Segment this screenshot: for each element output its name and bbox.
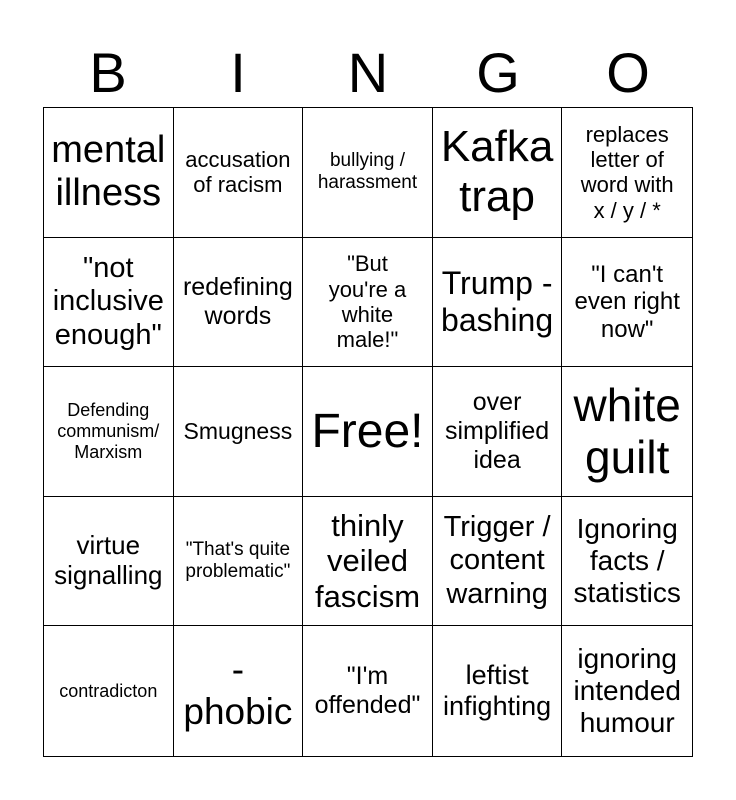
cell-text: ignoring intended humour [573, 642, 681, 739]
bingo-cell[interactable] [303, 108, 433, 238]
bingo-cell[interactable] [562, 108, 692, 238]
cell-text: thinly veiled fascism [314, 507, 421, 614]
bingo-cell[interactable] [44, 108, 174, 238]
bingo-cell[interactable] [174, 626, 304, 756]
cell-text: replaces letter of word with x / y / * [580, 121, 674, 223]
bingo-cell[interactable] [562, 626, 692, 756]
bingo-cell[interactable] [433, 238, 563, 368]
bingo-cell[interactable] [303, 626, 433, 756]
header-letter-n: N [347, 41, 389, 104]
cell-text: "But you're a white male!" [328, 251, 407, 353]
cell-text: mental illness [51, 128, 166, 215]
cell-text: "I can't even right now" [574, 260, 680, 343]
bingo-cell[interactable] [562, 238, 692, 368]
cell-text: Defending communism/ Marxism [57, 400, 160, 462]
cell-text: "That's quite problematic" [185, 539, 291, 583]
header-letter-o: O [606, 41, 650, 104]
cell-text: over simplified idea [444, 388, 550, 474]
cell-text: - phobic [183, 648, 293, 733]
bingo-cell[interactable] [433, 497, 563, 627]
cell-text: white guilt [573, 378, 681, 484]
cell-text: "I'm offended" [314, 662, 421, 720]
bingo-cell[interactable] [44, 238, 174, 368]
cell-text: redefining words [182, 273, 293, 330]
cell-text: virtue signalling [54, 530, 163, 591]
cell-text: Trigger / content warning [443, 511, 551, 610]
bingo-cell[interactable] [44, 497, 174, 627]
bingo-cell[interactable] [433, 367, 563, 497]
bingo-cell[interactable] [433, 626, 563, 756]
bingo-board [43, 107, 693, 757]
cell-text: "not inclusive enough" [52, 251, 164, 351]
bingo-cell[interactable] [174, 367, 304, 497]
cell-text: Kafka trap [440, 121, 554, 222]
cell-text: leftist infighting [443, 660, 552, 722]
cell-text: contradicton [59, 680, 158, 701]
bingo-cell[interactable] [562, 367, 692, 497]
cell-text: accusation of racism [185, 147, 291, 198]
free-space-text: Free! [311, 404, 424, 458]
bingo-cell[interactable] [174, 108, 304, 238]
header-letter-i: I [230, 41, 246, 104]
cell-text: Trump - bashing [441, 265, 554, 338]
bingo-cell[interactable] [44, 367, 174, 497]
header-letter-g: G [476, 41, 520, 104]
bingo-cell[interactable] [44, 626, 174, 756]
bingo-cell[interactable] [433, 108, 563, 238]
bingo-cell[interactable] [174, 497, 304, 627]
cell-text: Smugness [183, 418, 293, 445]
cell-text: Ignoring facts / statistics [573, 512, 681, 609]
cell-text: bullying / harassment [317, 150, 418, 194]
header-letter-b: B [89, 41, 127, 104]
bingo-cell[interactable] [303, 497, 433, 627]
bingo-cell[interactable] [562, 497, 692, 627]
free-space-cell[interactable] [303, 367, 433, 497]
bingo-cell[interactable] [303, 238, 433, 368]
bingo-cell[interactable] [174, 238, 304, 368]
bingo-header [43, 40, 693, 106]
